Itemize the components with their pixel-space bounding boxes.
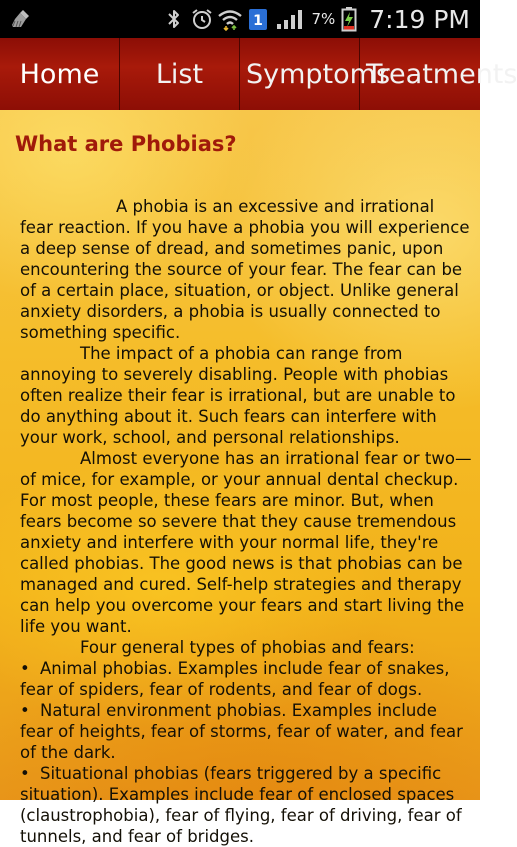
broom-icon — [10, 8, 32, 30]
bullet-mark: • — [20, 659, 30, 678]
sim-label: 1 — [253, 13, 264, 29]
article-paragraph: Four general types of phobias and fears: — [80, 638, 415, 657]
tab-list[interactable]: List — [120, 38, 240, 110]
article-paragraph: The impact of a phobia can range from annoying to severely disabling. People with phobias often realize their fear is irrational, but are unable to do anything about it. Such fears can interfere with your work, school, and personal relationships. — [20, 344, 456, 447]
status-time: 7:19 PM — [369, 4, 470, 34]
wifi-icon — [219, 8, 241, 30]
page-title: What are Phobias? — [15, 132, 237, 156]
article-paragraph: A phobia is an excessive and irrational fear reaction. If you have a phobia you will experience a deep sense of dread, and sometimes panic, upon encountering the source of your fear. The fear can be of a certain place, situation, or object. Unlike general anxiety disorders, a phobia is usually connected to something specific. — [20, 197, 470, 342]
signal-icon — [275, 8, 305, 30]
sim-icon — [247, 8, 269, 30]
tab-bar — [0, 38, 517, 110]
tab-symptoms[interactable]: Symptoms — [240, 38, 360, 110]
article-body — [20, 196, 472, 847]
battery-charging-icon — [341, 8, 357, 30]
tab-home[interactable]: Home — [0, 38, 120, 110]
bluetooth-icon — [163, 8, 185, 30]
battery-percent: 7% — [311, 10, 336, 28]
bullet-item — [20, 700, 472, 763]
bullet-text: Natural environment phobias. Examples include fear of heights, fear of storms, fear of water, and fear of the dark. — [20, 701, 463, 762]
status-bar — [0, 0, 480, 38]
bullet-mark: • — [20, 701, 30, 720]
bullet-text: Situational phobias (fears triggered by a specific situation). Examples include fear of enclosed spaces (claustrophobia), fear of flying, fear of driving, fear of tunnels, and fear of bridges. — [20, 764, 462, 846]
alarm-icon — [191, 8, 213, 30]
bullet-text: Animal phobias. Examples include fear of snakes, fear of spiders, fear of rodents, and fear of dogs. — [20, 659, 450, 699]
status-bar-left — [0, 8, 32, 30]
article-paragraph: Almost everyone has an irrational fear or two—of mice, for example, or your annual dental checkup. For most people, these fears are minor. But, when fears become so severe that they cause tremendous anxiety and interfere with your normal life, they're called phobias. The good news is that phobias can be managed and cured. Self-help strategies and therapy can help you overcome your fears and start living the life you want. — [20, 449, 472, 636]
content-area[interactable] — [0, 110, 480, 846]
bullet-item — [20, 658, 472, 700]
status-bar-right — [163, 5, 480, 34]
tab-treatments[interactable]: Treatments — [366, 58, 517, 90]
bullet-item — [20, 763, 472, 847]
bullet-mark: • — [20, 764, 30, 783]
